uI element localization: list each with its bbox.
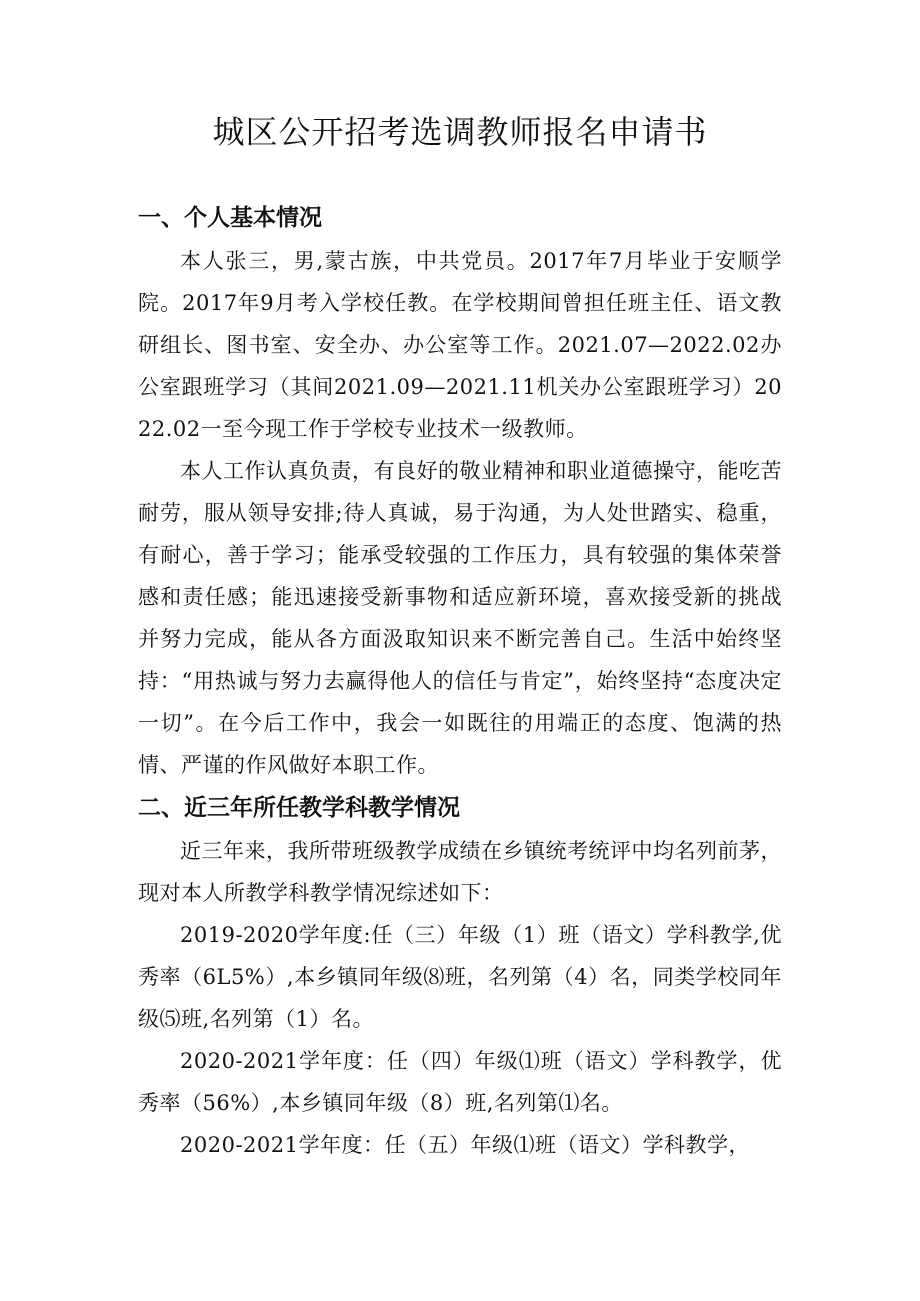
paragraph: 本人张三，男,蒙古族，中共党员。2017年7月毕业于安顺学院。2017年9月考入学校任教。在学校期间曾担任班主任、语文教研组长、图书室、安全办、办公室等工作。2021.07—2022.02办公室跟班学习（其间2021.09—2021.11机关办公室跟班学习）2022.02一至今现工作于学校专业技术一级教师。	[138, 249, 782, 441]
paragraph: 2019-2020学年度:任（三）年级（1）班（语文）学科教学,优秀率（6L5%）,本乡镇同年级⑻班，名列第（4）名，同类学校同年级⑸班,名列第（1）名。	[138, 923, 782, 1031]
section-heading: 一、个人基本情况	[138, 205, 322, 231]
paragraph: 2020-2021学年度：任（五）年级⑴班（语文）学科教学，	[180, 1133, 750, 1157]
document-title: 城区公开招考选调教师报名申请书	[212, 113, 708, 151]
paragraph: 2020-2021学年度：任（四）年级⑴班（语文）学科教学，优秀率（56%）,本乡镇同年级（8）班,名列第⑴名。	[138, 1049, 782, 1115]
section-heading: 二、近三年所任教学科教学情况	[138, 795, 460, 821]
paragraph: 近三年来，我所带班级教学成绩在乡镇统考统评中均名列前茅，现对本人所教学科教学情况综述如下：	[138, 839, 782, 905]
section-teaching-record	[138, 786, 782, 1166]
section-personal-info	[138, 196, 782, 786]
paragraph: 本人工作认真负责，有良好的敬业精神和职业道德操守，能吃苦耐劳，服从领导安排;待人真诚，易于沟通，为人处世踏实、稳重，有耐心，善于学习；能承受较强的工作压力，具有较强的集体荣誉感和责任感；能迅速接受新事物和适应新环境，喜欢接受新的挑战并努力完成，能从各方面汲取知识来不断完善自己。生活中始终坚持：“用热诚与努力去赢得他人的信任与肯定”，始终坚持“态度决定一切”。在今后工作中，我会一如既往的用端正的态度、饱满的热情、严谨的作风做好本职工作。	[138, 459, 782, 777]
